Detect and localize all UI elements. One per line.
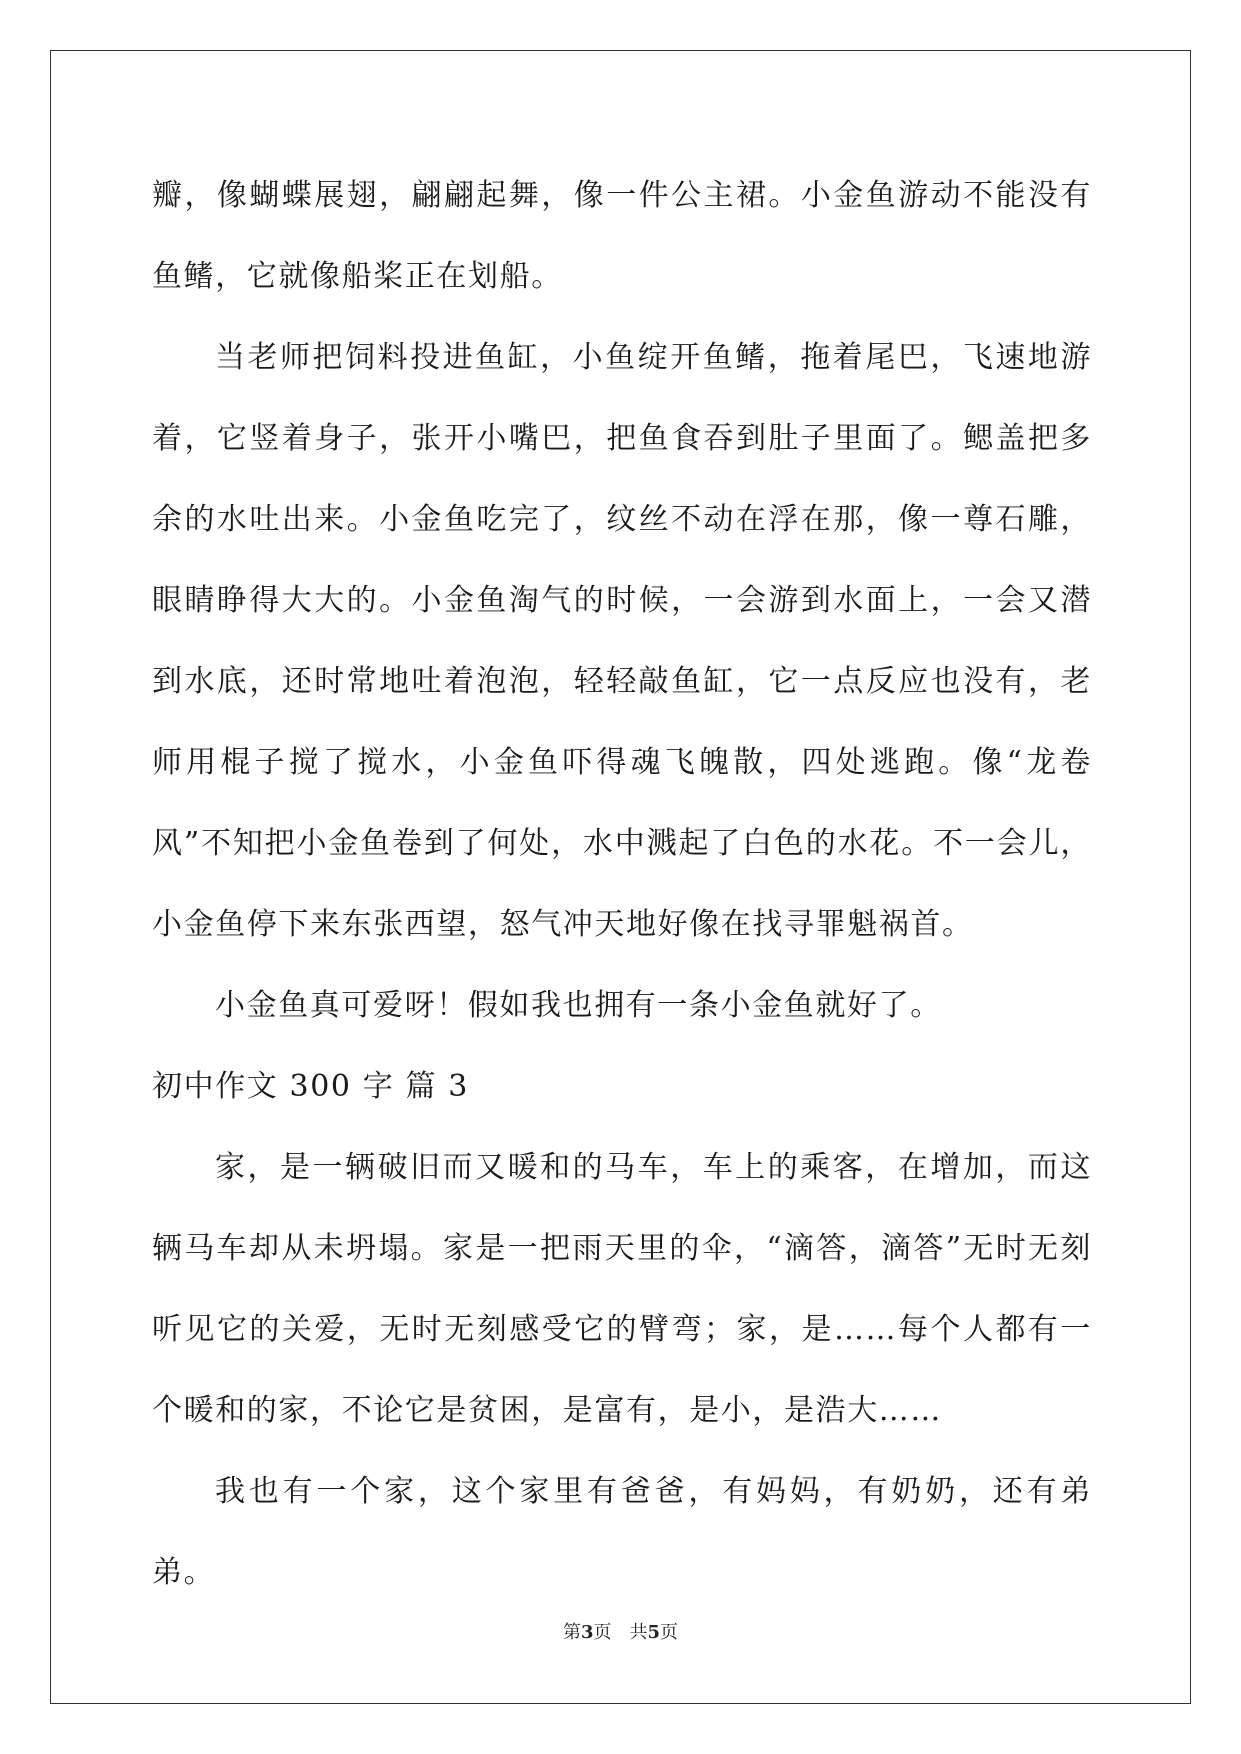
page-footer [0, 1618, 1241, 1644]
paragraph-2: 当老师把饲料投进鱼缸，小鱼绽开鱼鳍，拖着尾巴，飞速地游着，它竖着身子，张开小嘴巴，把鱼食吞到肚子里面了。鳃盖把多余的水吐出来。小金鱼吃完了，纹丝不动在浮在那，像一尊石雕，眼睛睁得大大的。小金鱼淘气的时候，一会游到水面上，一会又潜到水底，还时常地吐着泡泡，轻轻敲鱼缸，它一点反应也没有，老师用棍子搅了搅水，小金鱼吓得魂飞魄散，四处逃跑。像“龙卷风”不知把小金鱼卷到了何处，水中溅起了白色的水花。不一会儿，小金鱼停下来东张西望，怒气冲天地好像在找寻罪魁祸首。 [152, 340, 1092, 942]
document-body [152, 155, 1092, 1613]
total-page-number: 5 [647, 1622, 661, 1643]
footer-prefix: 第 [562, 1622, 581, 1643]
paragraph-4: 家，是一辆破旧而又暖和的马车，车上的乘客，在增加，而这辆马车却从未坍塌。家是一把雨天里的伞，“滴答，滴答”无时无刻听见它的关爱，无时无刻感受它的臂弯；家，是……每个人都有一个暖和的家，不论它是贫困，是富有，是小，是浩大…… [152, 1150, 1092, 1428]
footer-total-suffix: 页 [660, 1622, 679, 1643]
footer-suffix: 页 [593, 1622, 612, 1643]
current-page-number: 3 [580, 1622, 594, 1643]
footer-total-prefix: 共 [629, 1622, 648, 1643]
section-heading: 初中作文 300 字 篇 3 [152, 1069, 469, 1104]
paragraph-5: 我也有一个家，这个家里有爸爸，有妈妈，有奶奶，还有弟弟。 [152, 1474, 1092, 1590]
paragraph-1: 瓣，像蝴蝶展翅，翩翩起舞，像一件公主裙。小金鱼游动不能没有鱼鳍，它就像船桨正在划船。 [152, 178, 1092, 294]
paragraph-3: 小金鱼真可爱呀！假如我也拥有一条小金鱼就好了。 [215, 988, 942, 1023]
